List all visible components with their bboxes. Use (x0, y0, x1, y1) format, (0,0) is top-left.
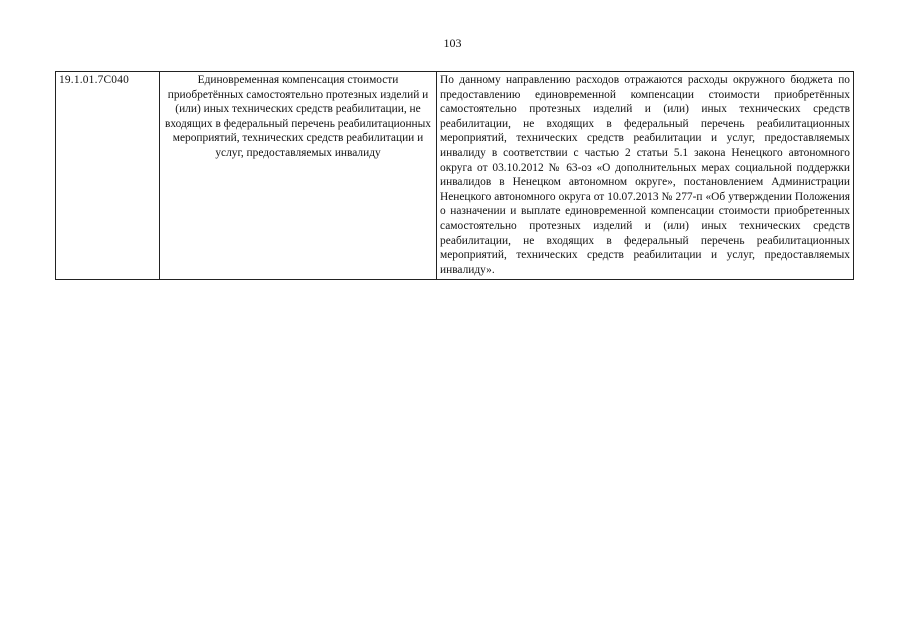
page-number: 103 (443, 36, 462, 50)
expense-name-cell: Единовременная компенсация стоимости приобретённых самостоятельно протезных изделий и (или) иных технических средств реабилитации, не входящих в федеральный перечень реабилитационных мероприятий, технических средств реабилитации и услуг, предоставляемых инвалиду (160, 72, 437, 280)
expense-table (55, 71, 854, 280)
expense-code-cell: 19.1.01.7С040 (56, 72, 160, 280)
table-row (56, 72, 854, 280)
expense-description-cell: По данному направлению расходов отражаются расходы окружного бюджета по предоставлению единовременной компенсации стоимости приобретённых самостоятельно протезных изделий и (или) иных технических средств реабилитации, не входящих в федеральный перечень реабилитационных мероприятий, технических средств реабилитации и услуг, предоставляемых инвалиду в соответствии с частью 2 статьи 5.1 закона Ненецкого автономного округа от 03.10.2012 № 63-оз «О дополнительных мерах социальной поддержки инвалидов в Ненецком автономном округе», постановлением Администрации Ненецкого автономного округа от 10.07.2013 № 277-п «Об утверждении Положения о назначении и выплате единовременной компенсации стоимости приобретенных самостоятельно протезных изделий и (или) иных технических средств реабилитации, не входящих в федеральный перечень реабилитационных мероприятий, технических средств реабилитации и услуг, предоставляемых инвалиду». (437, 72, 854, 280)
